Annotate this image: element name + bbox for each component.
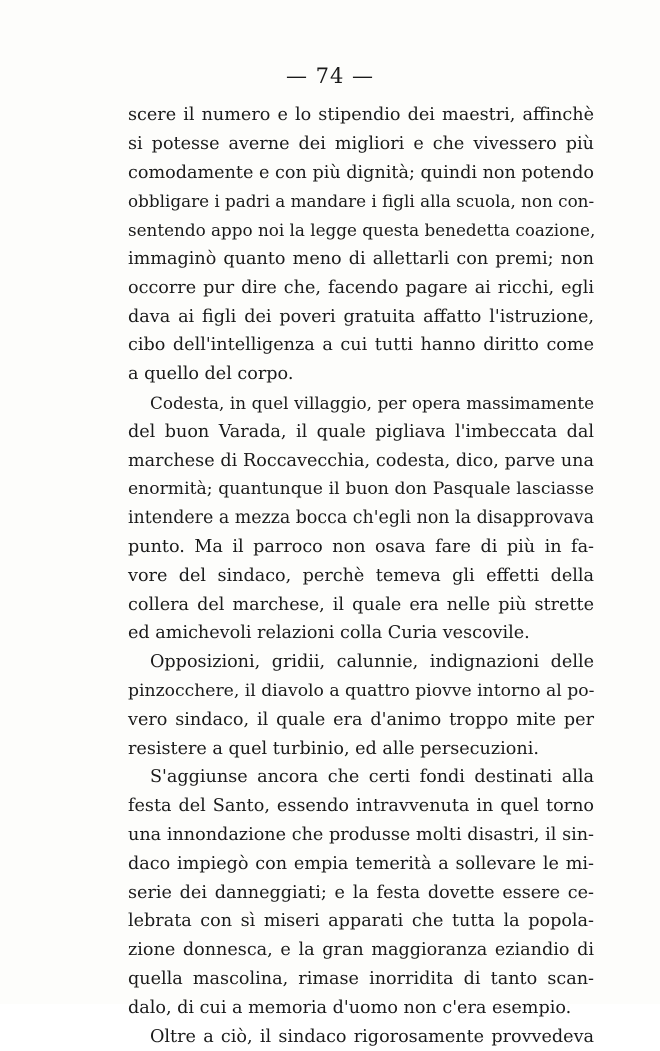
text-line: immaginò quanto meno di allettarli con premi; non [128, 245, 594, 274]
text-line: punto. Ma il parroco non osava fare di più in fa- [128, 533, 594, 562]
text-line: S'aggiunse ancora che certi fondi destinati alla [128, 763, 594, 792]
text-line: serie dei danneggiati; e la festa dovette essere ce- [128, 879, 594, 908]
text-line: Oltre a ciò, il sindaco rigorosamente provvedeva [128, 1023, 594, 1051]
text-line: pinzocchere, il diavolo a quattro piovve intorno al po- [128, 677, 594, 706]
text-line: dalo, di cui a memoria d'uomo non c'era esempio. [128, 994, 594, 1023]
text-line: vero sindaco, il quale era d'animo troppo mite per [128, 706, 594, 735]
text-line: una innondazione che produsse molti disastri, il sin- [128, 821, 594, 850]
text-line: Opposizioni, gridii, calunnie, indignazioni delle [128, 648, 594, 677]
text-line: obbligare i padri a mandare i figli alla scuola, non con- [128, 187, 594, 216]
text-line: quella mascolina, rimase inorridita di tanto scan- [128, 965, 594, 994]
text-line: cibo dell'intelligenza a cui tutti hanno diritto come [128, 331, 594, 360]
text-line: daco impiegò con empia temerità a sollevare le mi- [128, 850, 594, 879]
text-line: dava ai figli dei poveri gratuita affatto l'istruzione, [128, 303, 594, 332]
text-line: ed amichevoli relazioni colla Curia vescovile. [128, 619, 594, 648]
text-line: occorre pur dire che, facendo pagare ai ricchi, egli [128, 274, 594, 303]
text-line: lebrata con sì miseri apparati che tutta la popola- [128, 907, 594, 936]
text-line: marchese di Roccavecchia, codesta, dico, parve una [128, 447, 594, 476]
page-number: — 74 — [0, 64, 660, 88]
text-line: intendere a mezza bocca ch'egli non la disapprovava [128, 504, 594, 533]
text-line: enormità; quantunque il buon don Pasquale lasciasse [128, 475, 594, 504]
text-line: scere il numero e lo stipendio dei maestri, affinchè [128, 101, 594, 130]
text-line: a quello del corpo. [128, 360, 594, 389]
text-line: vore del sindaco, perchè temeva gli effetti della [128, 562, 594, 591]
text-line: del buon Varada, il quale pigliava l'imbeccata dal [128, 418, 594, 447]
text-line: comodamente e con più dignità; quindi non potendo [128, 159, 594, 188]
text-line: sentendo appo noi la legge questa benedetta coazione, [128, 216, 594, 245]
text-line: festa del Santo, essendo intravvenuta in quel torno [128, 792, 594, 821]
text-line: Codesta, in quel villaggio, per opera massimamente [128, 389, 594, 418]
body-text [128, 101, 594, 1051]
text-line: si potesse averne dei migliori e che vivessero più [128, 130, 594, 159]
text-line: resistere a quel turbinio, ed alle persecuzioni. [128, 735, 594, 764]
text-line: zione donnesca, e la gran maggioranza eziandio di [128, 936, 594, 965]
text-line: collera del marchese, il quale era nelle più strette [128, 591, 594, 620]
